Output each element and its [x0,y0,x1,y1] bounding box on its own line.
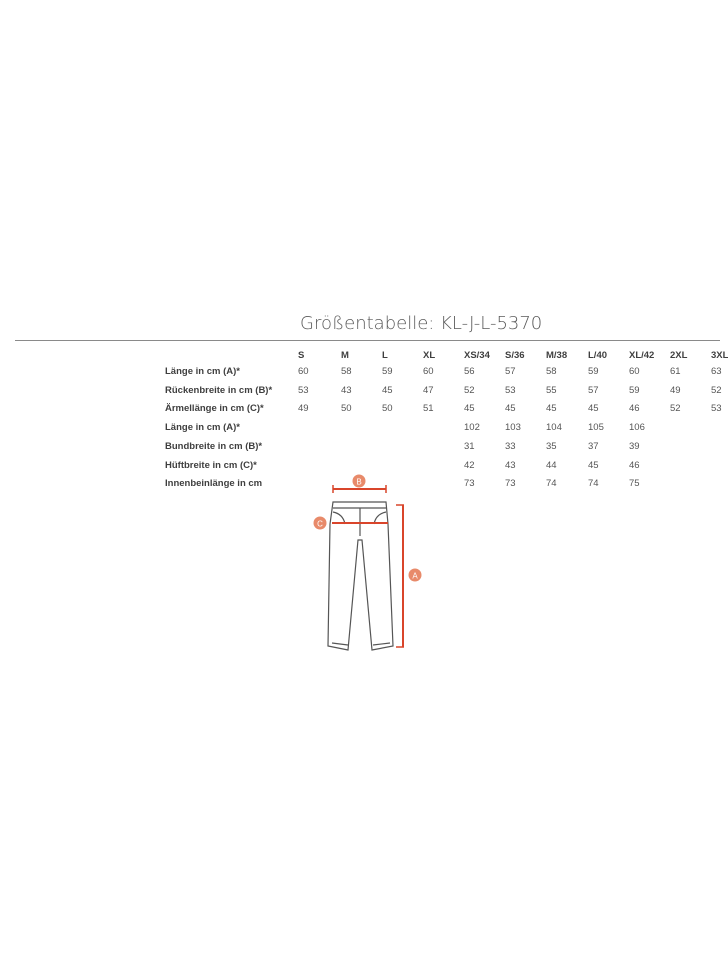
size-header: S/36 [505,350,525,361]
table-cell: 44 [546,460,557,471]
table-cell: 63 [711,366,722,377]
table-cell: 45 [382,385,393,396]
table-cell: 52 [711,385,722,396]
size-header: L [382,350,388,361]
table-cell: 49 [670,385,681,396]
marker-b-label: B [356,477,362,487]
table-cell: 39 [629,441,640,452]
table-cell: 37 [588,441,599,452]
table-cell: 53 [711,403,722,414]
table-cell: 103 [505,422,521,433]
table-cell: 55 [546,385,557,396]
table-cell: 59 [588,366,599,377]
table-cell: 35 [546,441,557,452]
size-header: L/40 [588,350,608,361]
row-label: Hüftbreite in cm (C)* [165,460,257,471]
row-label: Ärmellänge in cm (C)* [165,403,264,414]
row-label: Innenbeinlänge in cm [165,478,263,489]
table-cell: 46 [629,460,640,471]
row-label: Länge in cm (A)* [165,366,240,377]
table-cell: 31 [464,441,475,452]
table-cell: 102 [464,422,480,433]
page-title: Größentabelle: KL-J-L-5370 [300,313,543,334]
table-cell: 58 [341,366,352,377]
table-cell: 52 [670,403,681,414]
marker-c-label: C [317,519,323,529]
table-cell: 46 [629,403,640,414]
table-cell: 106 [629,422,645,433]
table-cell: 53 [298,385,309,396]
size-header: XS/34 [464,350,490,361]
table-cell: 53 [505,385,516,396]
table-cell: 59 [629,385,640,396]
row-label: Bundbreite in cm (B)* [165,441,263,452]
table-cell: 43 [341,385,352,396]
table-cell: 104 [546,422,562,433]
table-cell: 74 [546,478,557,489]
table-cell: 61 [670,366,681,377]
table-cell: 45 [464,403,475,414]
size-header: M [341,350,349,361]
table-cell: 49 [298,403,309,414]
table-cell: 60 [298,366,309,377]
table-cell: 50 [341,403,352,414]
table-cell: 73 [464,478,475,489]
table-cell: 73 [505,478,516,489]
table-cell: 57 [588,385,599,396]
size-header: M/38 [546,350,568,361]
title-divider [15,340,720,341]
table-cell: 50 [382,403,393,414]
table-cell: 56 [464,366,475,377]
row-label: Rückenbreite in cm (B)* [165,385,273,396]
table-cell: 60 [423,366,434,377]
table-cell: 45 [505,403,516,414]
size-header: XL [423,350,436,361]
table-cell: 74 [588,478,599,489]
size-header: XL/42 [629,350,655,361]
row-label: Länge in cm (A)* [165,422,240,433]
size-header: 2XL [670,350,688,361]
size-header: S [298,350,305,361]
table-cell: 51 [423,403,434,414]
jeans-diagram [300,468,440,658]
table-cell: 45 [588,460,599,471]
table-cell: 47 [423,385,434,396]
table-cell: 58 [546,366,557,377]
table-cell: 60 [629,366,640,377]
table-cell: 59 [382,366,393,377]
table-cell: 45 [588,403,599,414]
size-header: 3XL [711,350,728,361]
jeans-outline [328,502,393,650]
table-cell: 33 [505,441,516,452]
table-cell: 57 [505,366,516,377]
table-cell: 75 [629,478,640,489]
table-cell: 105 [588,422,604,433]
table-cell: 52 [464,385,475,396]
table-cell: 45 [546,403,557,414]
table-cell: 42 [464,460,475,471]
table-cell: 43 [505,460,516,471]
marker-a-label: A [412,571,418,581]
